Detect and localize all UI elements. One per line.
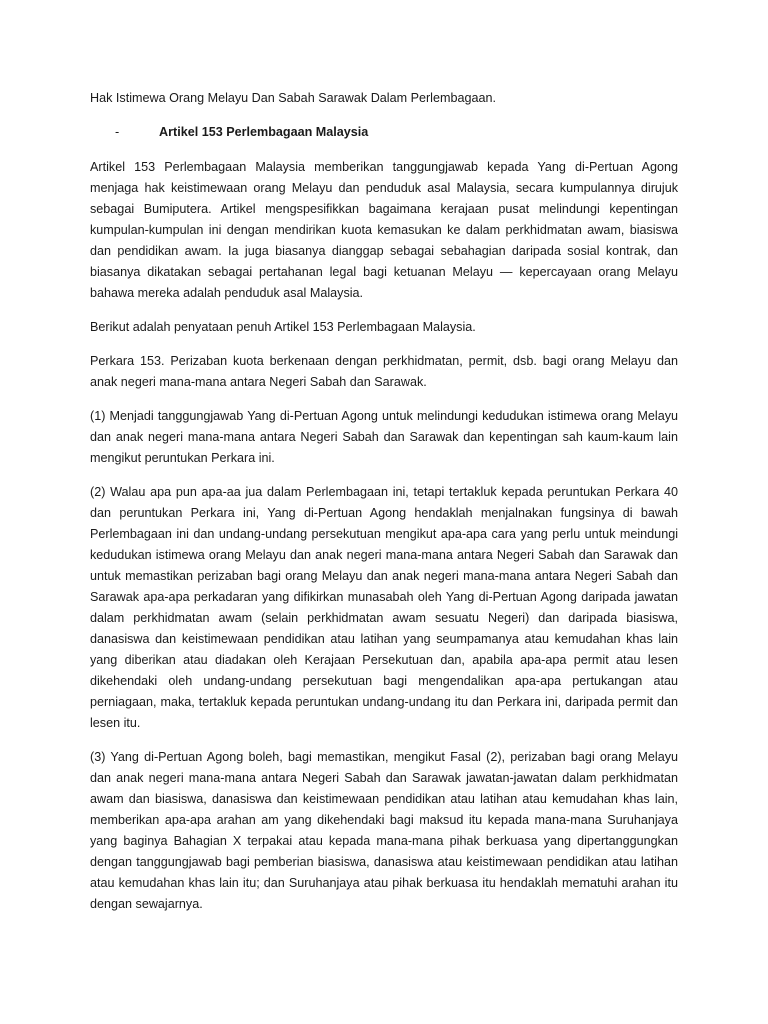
- section-heading-row: [90, 122, 678, 143]
- document-title: Hak Istimewa Orang Melayu Dan Sabah Sarawak Dalam Perlembagaan.: [90, 91, 496, 105]
- paragraph-clause-3: (3) Yang di-Pertuan Agong boleh, bagi memastikan, mengikut Fasal (2), perizaban bagi orang Melayu dan anak negeri mana-mana antara Negeri Sabah dan Sarawak jawatan-jawatan dalam perkhidmatan awam dan biasiswa, danasiswa dan keistimewaan pendidikan atau latihan atau kemudahan khas lain, memberikan apa-apa arahan am yang dikehendaki bagi maksud itu kepada mana-mana Suruhanjaya yang baginya Bahagian X terpakai atau kepada mana-mana pihak berkuasa yang dipertanggungkan dengan tanggungjawab bagi pemberian biasiswa, danasiswa atau keistimewaan pendidikan atau latihan atau kemudahan khas lain itu; dan Suruhanjaya atau pihak berkuasa itu hendaklah mematuhi arahan itu dengan sewajarnya.: [90, 750, 678, 911]
- paragraph-perkara-153: Perkara 153. Perizaban kuota berkenaan dengan perkhidmatan, permit, dsb. bagi orang Melayu dan anak negeri mana-mana antara Negeri Sabah dan Sarawak.: [90, 354, 678, 389]
- paragraph-statement: Berikut adalah penyataan penuh Artikel 153 Perlembagaan Malaysia.: [90, 320, 476, 334]
- document-page: [90, 88, 678, 928]
- paragraph-intro: Artikel 153 Perlembagaan Malaysia memberikan tanggungjawab kepada Yang di-Pertuan Agong menjaga hak keistimewaan orang Melayu dan penduduk asal Malaysia, secara kumpulannya dirujuk sebagai Bumiputera. Artikel mengspesifikkan bagaimana kerajaan pusat melindungi kepentingan kumpulan-kumpulan ini dengan mendirikan kuota kemasukan ke dalam perkhidmatan awam, biasiswa dan pendidikan awam. Ia juga biasanya dianggap sebagai sebahagian daripada sosial kontrak, dan biasanya dikatakan sebagai pertahanan legal bagi ketuanan Melayu — kepercayaan orang Melayu bahawa mereka adalah penduduk asal Malaysia.: [90, 160, 678, 300]
- bullet-marker: -: [115, 125, 120, 139]
- section-heading: Artikel 153 Perlembagaan Malaysia: [159, 125, 369, 139]
- paragraph-clause-1: (1) Menjadi tanggungjawab Yang di-Pertuan Agong untuk melindungi kedudukan istimewa orang Melayu dan anak negeri mana-mana antara Negeri Sabah dan Sarawak dan kepentingan sah kaum-kaum lain mengikut peruntukan Perkara ini.: [90, 409, 678, 465]
- paragraph-clause-2: (2) Walau apa pun apa-aa jua dalam Perlembagaan ini, tetapi tertakluk kepada peruntukan Perkara 40 dan peruntukan Perkara ini, Yang di-Pertuan Agong hendaklah menjalnakan fungsinya di bawah Perlembagaan ini dan undang-undang persekutuan mengikut apa-apa cara yang perlu untuk meindungi kedudukan istimewa orang Melayu dan anak negeri mana-mana antara Negeri Sabah dan Sarawak dan untuk memastikan perizaban bagi orang Melayu dan anak negeri mana-mana antara Negeri Sabah dan Sarawak apa-apa perkadaran yang difikirkan munasabah oleh Yang di-Pertuan Agong daripada jawatan dalam perkhidmatan awam (selain perkhidmatan awam sesuatu Negeri) dan daripada biasiswa, danasiswa dan keistimewaan pendidikan atau latihan yang seumpamanya atau kemudahan khas lain yang diberikan atau diadakan oleh Kerajaan Persekutuan dan, apabila apa-apa permit atau lesen dikehendaki oleh undang-undang persekutuan bagi mengendalikan apa-apa pertukangan atau perniagaan, maka, tertakluk kepada peruntukan undang-undang itu dan Perkara ini, daripada permit dan lesen itu.: [90, 485, 678, 730]
